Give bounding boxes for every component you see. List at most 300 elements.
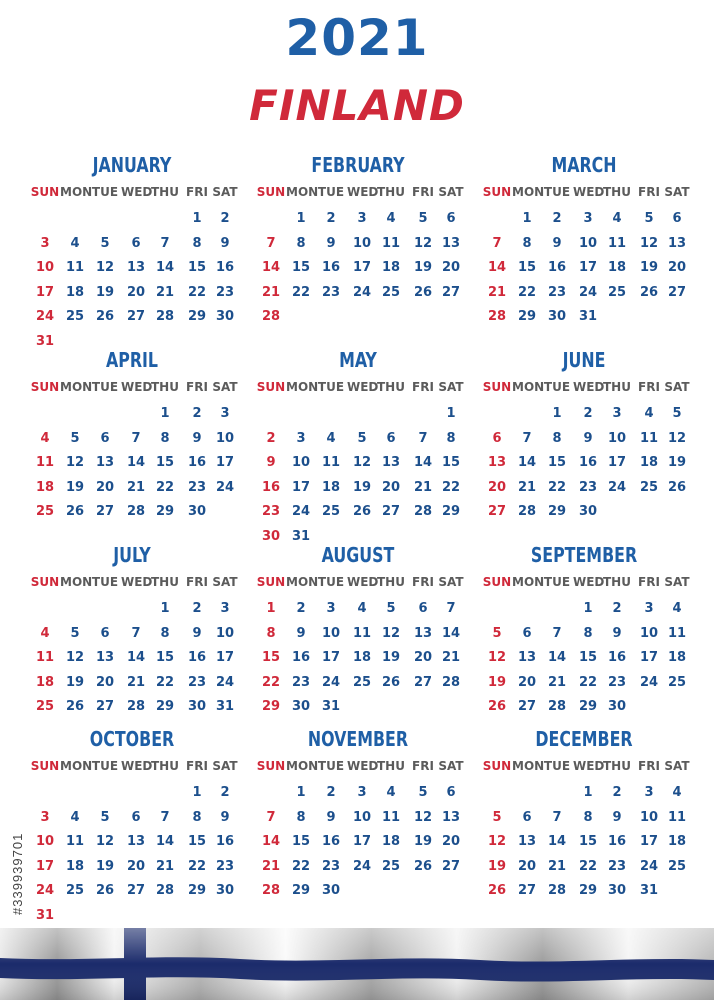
day-cell-sunday: 12 <box>487 650 507 665</box>
day-cell: 7 <box>160 809 170 825</box>
weekday-header-row <box>478 572 690 592</box>
month-april <box>26 345 238 535</box>
day-cell-sunday: 31 <box>35 907 55 923</box>
month-january <box>26 150 238 349</box>
weekday-label: TUE <box>543 759 571 773</box>
day-cell: 14 <box>155 834 175 849</box>
day-cell: 12 <box>65 650 85 665</box>
day-cell-sunday: 17 <box>35 858 55 874</box>
day-cell: 30 <box>578 504 598 519</box>
day-cell: 23 <box>215 858 235 874</box>
day-cell: 26 <box>413 284 433 300</box>
day-cell-sunday: 7 <box>266 809 276 825</box>
day-cell: 10 <box>215 430 235 446</box>
day-cell: 14 <box>441 625 461 641</box>
day-cell: 13 <box>441 809 461 825</box>
day-cell: 8 <box>446 430 456 446</box>
weekday-label: THU <box>603 185 631 199</box>
weekday-label: THU <box>603 380 631 394</box>
day-cell: 30 <box>607 883 627 898</box>
day-cell: 24 <box>639 858 659 874</box>
weekday-label: THU <box>603 575 631 589</box>
day-cell-sunday: 21 <box>261 858 281 874</box>
day-cell: 6 <box>100 625 110 641</box>
weekday-label: SAT <box>212 759 238 773</box>
day-cell: 12 <box>639 235 659 251</box>
day-cell-sunday: 28 <box>261 309 281 324</box>
day-cell: 23 <box>578 479 598 495</box>
day-cell: 16 <box>187 650 207 665</box>
day-cell: 10 <box>639 809 659 825</box>
weekday-header-row <box>26 377 238 397</box>
day-cell: 27 <box>517 699 537 714</box>
day-grid <box>252 782 464 922</box>
weekday-label: SUN <box>482 380 512 394</box>
weekday-header-row <box>26 756 238 776</box>
day-cell: 29 <box>578 883 598 898</box>
day-cell: 6 <box>522 625 532 641</box>
weekday-label: FRI <box>638 185 660 199</box>
weekday-label: TUE <box>91 185 119 199</box>
day-cell: 2 <box>220 211 230 226</box>
day-cell: 3 <box>326 601 336 616</box>
day-cell: 9 <box>220 235 230 251</box>
day-cell: 14 <box>547 650 567 665</box>
day-cell: 2 <box>612 785 622 800</box>
day-cell-sunday: 25 <box>35 504 55 519</box>
day-cell-sunday: 4 <box>40 430 50 446</box>
day-cell: 17 <box>607 455 627 470</box>
day-cell: 13 <box>95 650 115 665</box>
day-cell-sunday: 7 <box>492 235 502 251</box>
day-cell: 25 <box>381 858 401 874</box>
day-cell: 10 <box>578 235 598 251</box>
day-cell-sunday: 21 <box>487 284 507 300</box>
day-cell: 31 <box>215 699 235 714</box>
day-cell: 16 <box>187 455 207 470</box>
day-cell: 11 <box>381 235 401 251</box>
day-cell: 27 <box>667 284 687 300</box>
day-cell: 18 <box>381 260 401 275</box>
day-grid <box>252 598 464 738</box>
day-cell: 30 <box>547 309 567 324</box>
day-cell: 26 <box>639 284 659 300</box>
day-cell: 1 <box>192 211 202 226</box>
day-cell: 21 <box>441 650 461 665</box>
day-cell-sunday: 21 <box>261 284 281 300</box>
day-cell: 24 <box>607 479 627 495</box>
day-cell-sunday: 3 <box>40 809 50 825</box>
day-cell: 6 <box>131 235 141 251</box>
month-june <box>478 345 690 535</box>
day-cell: 13 <box>441 235 461 251</box>
weekday-label: TUE <box>91 759 119 773</box>
weekday-label: SAT <box>212 575 238 589</box>
day-cell: 19 <box>352 479 372 495</box>
day-cell: 18 <box>639 455 659 470</box>
month-name: JUNE <box>562 348 606 372</box>
weekday-label: MON <box>512 185 545 199</box>
day-cell: 4 <box>672 785 682 800</box>
month-september <box>478 540 690 730</box>
day-cell: 29 <box>187 883 207 898</box>
day-cell: 11 <box>381 809 401 825</box>
day-cell: 29 <box>578 699 598 714</box>
weekday-label: SUN <box>30 575 60 589</box>
day-cell: 12 <box>65 455 85 470</box>
day-cell: 8 <box>192 809 202 825</box>
day-cell: 2 <box>192 601 202 616</box>
weekday-label: THU <box>603 759 631 773</box>
day-cell: 19 <box>413 260 433 275</box>
day-cell: 7 <box>552 809 562 825</box>
day-cell: 19 <box>667 455 687 470</box>
weekday-label: FRI <box>186 575 208 589</box>
month-name: MAY <box>339 348 377 372</box>
day-cell-sunday: 11 <box>35 455 55 470</box>
day-cell: 4 <box>70 809 80 825</box>
day-cell-sunday: 23 <box>261 504 281 519</box>
weekday-label: FRI <box>638 575 660 589</box>
stock-id-text: #339939701 <box>10 832 25 915</box>
day-cell: 4 <box>612 211 622 226</box>
weekday-label: SUN <box>30 380 60 394</box>
day-cell: 28 <box>413 504 433 519</box>
day-cell: 5 <box>70 625 80 641</box>
day-cell-sunday: 5 <box>492 809 502 825</box>
day-cell-sunday: 8 <box>266 625 276 641</box>
day-cell: 4 <box>70 235 80 251</box>
day-cell: 1 <box>446 406 456 421</box>
weekday-label: FRI <box>638 380 660 394</box>
weekday-label: FRI <box>412 380 434 394</box>
day-cell: 24 <box>578 284 598 300</box>
day-cell-sunday: 19 <box>487 674 507 690</box>
day-cell: 9 <box>296 625 306 641</box>
weekday-label: SUN <box>482 759 512 773</box>
day-cell: 1 <box>192 785 202 800</box>
day-cell: 23 <box>215 284 235 300</box>
day-cell: 26 <box>65 504 85 519</box>
weekday-label: TUE <box>317 575 345 589</box>
day-cell: 22 <box>155 674 175 690</box>
weekday-label: WED <box>573 380 605 394</box>
day-cell: 22 <box>517 284 537 300</box>
day-cell: 13 <box>517 650 537 665</box>
weekday-label: TUE <box>91 380 119 394</box>
day-cell: 5 <box>100 809 110 825</box>
day-cell-sunday: 31 <box>35 333 55 349</box>
day-cell: 7 <box>418 430 428 446</box>
day-cell: 28 <box>517 504 537 519</box>
day-cell: 24 <box>321 674 341 690</box>
day-cell: 11 <box>65 834 85 849</box>
day-cell: 3 <box>583 211 593 226</box>
day-cell: 3 <box>220 601 230 616</box>
day-cell-sunday: 14 <box>261 260 281 275</box>
day-cell: 9 <box>326 235 336 251</box>
day-cell: 23 <box>187 479 207 495</box>
day-cell: 22 <box>547 479 567 495</box>
weekday-label: MON <box>286 380 319 394</box>
day-cell-sunday: 26 <box>487 699 507 714</box>
month-october <box>26 724 238 923</box>
day-cell: 15 <box>155 455 175 470</box>
day-cell: 29 <box>547 504 567 519</box>
day-cell: 27 <box>413 674 433 690</box>
day-cell: 5 <box>386 601 396 616</box>
day-cell: 11 <box>639 430 659 446</box>
day-cell: 14 <box>547 834 567 849</box>
day-cell: 20 <box>441 260 461 275</box>
day-cell: 11 <box>667 625 687 641</box>
day-cell: 27 <box>441 858 461 874</box>
day-cell: 23 <box>321 858 341 874</box>
day-cell: 22 <box>441 479 461 495</box>
day-cell: 26 <box>95 309 115 324</box>
month-name: JANUARY <box>92 153 172 177</box>
day-cell: 22 <box>155 479 175 495</box>
day-cell: 28 <box>547 699 567 714</box>
weekday-header-row <box>478 182 690 202</box>
day-cell: 26 <box>413 858 433 874</box>
day-cell: 22 <box>291 858 311 874</box>
month-february <box>252 150 464 340</box>
day-cell: 17 <box>321 650 341 665</box>
day-cell: 2 <box>552 211 562 226</box>
day-cell: 20 <box>413 650 433 665</box>
day-cell: 20 <box>667 260 687 275</box>
day-grid <box>26 782 238 922</box>
day-cell: 30 <box>607 699 627 714</box>
day-cell: 14 <box>413 455 433 470</box>
day-cell: 9 <box>583 430 593 446</box>
day-cell: 8 <box>583 809 593 825</box>
day-cell: 30 <box>187 699 207 714</box>
weekday-label: THU <box>151 575 179 589</box>
day-cell: 19 <box>639 260 659 275</box>
day-cell: 17 <box>291 479 311 495</box>
day-cell: 16 <box>607 650 627 665</box>
day-cell: 22 <box>187 858 207 874</box>
weekday-label: WED <box>573 759 605 773</box>
day-cell: 26 <box>95 883 115 898</box>
day-cell-sunday: 4 <box>40 625 50 641</box>
day-cell: 17 <box>352 260 372 275</box>
day-grid <box>26 403 238 543</box>
day-grid <box>478 208 690 348</box>
day-cell: 30 <box>321 883 341 898</box>
day-cell: 4 <box>672 601 682 616</box>
day-cell: 22 <box>578 858 598 874</box>
day-cell: 30 <box>187 504 207 519</box>
day-cell: 23 <box>291 674 311 690</box>
day-cell: 29 <box>155 699 175 714</box>
day-cell: 18 <box>607 260 627 275</box>
day-cell: 28 <box>155 309 175 324</box>
weekday-label: THU <box>377 185 405 199</box>
day-cell: 17 <box>639 650 659 665</box>
day-cell: 6 <box>446 785 456 800</box>
day-cell: 13 <box>126 260 146 275</box>
day-cell: 21 <box>547 858 567 874</box>
day-cell: 23 <box>607 674 627 690</box>
day-cell-sunday: 29 <box>261 699 281 714</box>
day-cell: 15 <box>291 260 311 275</box>
day-cell-sunday: 14 <box>261 834 281 849</box>
day-cell: 8 <box>296 235 306 251</box>
day-cell: 4 <box>326 430 336 446</box>
day-cell-sunday: 6 <box>492 430 502 446</box>
day-cell: 31 <box>321 699 341 714</box>
day-cell: 27 <box>126 883 146 898</box>
day-grid <box>252 403 464 543</box>
day-cell: 3 <box>357 211 367 226</box>
day-cell: 11 <box>352 625 372 641</box>
day-cell: 17 <box>578 260 598 275</box>
day-cell: 11 <box>321 455 341 470</box>
day-cell: 24 <box>215 674 235 690</box>
weekday-label: THU <box>151 380 179 394</box>
day-cell: 27 <box>95 504 115 519</box>
day-cell: 14 <box>517 455 537 470</box>
weekday-label: FRI <box>186 759 208 773</box>
day-cell: 19 <box>65 674 85 690</box>
day-cell: 2 <box>326 211 336 226</box>
day-cell-sunday: 10 <box>35 260 55 275</box>
day-cell: 5 <box>418 211 428 226</box>
weekday-label: SUN <box>482 185 512 199</box>
day-cell: 21 <box>547 674 567 690</box>
day-cell: 18 <box>321 479 341 495</box>
weekday-label: SUN <box>482 575 512 589</box>
weekday-label: THU <box>377 380 405 394</box>
day-cell-sunday: 15 <box>261 650 281 665</box>
day-cell: 15 <box>441 455 461 470</box>
month-name: APRIL <box>105 348 159 372</box>
day-cell: 21 <box>126 674 146 690</box>
day-cell: 17 <box>215 650 235 665</box>
weekday-label: FRI <box>412 185 434 199</box>
day-cell: 10 <box>639 625 659 641</box>
day-cell: 25 <box>639 479 659 495</box>
day-cell: 20 <box>126 858 146 874</box>
day-cell: 18 <box>667 834 687 849</box>
weekday-label: THU <box>377 575 405 589</box>
day-cell: 29 <box>291 883 311 898</box>
day-cell: 20 <box>95 479 115 495</box>
day-cell: 15 <box>155 650 175 665</box>
day-cell: 4 <box>644 406 654 421</box>
weekday-label: MON <box>60 185 93 199</box>
day-cell: 3 <box>612 406 622 421</box>
day-cell: 24 <box>215 479 235 495</box>
weekday-label: SAT <box>664 185 690 199</box>
day-cell: 1 <box>296 785 306 800</box>
day-cell: 8 <box>192 235 202 251</box>
day-cell: 13 <box>517 834 537 849</box>
month-name: AUGUST <box>321 543 395 567</box>
day-cell: 10 <box>215 625 235 641</box>
month-name: FEBRUARY <box>311 153 405 177</box>
country-title: FINLAND <box>249 81 465 130</box>
day-cell: 27 <box>126 309 146 324</box>
day-cell: 19 <box>413 834 433 849</box>
day-cell: 15 <box>291 834 311 849</box>
month-july <box>26 540 238 730</box>
day-cell: 9 <box>552 235 562 251</box>
day-cell: 7 <box>446 601 456 616</box>
day-cell: 15 <box>547 455 567 470</box>
day-cell: 2 <box>326 785 336 800</box>
weekday-label: MON <box>60 380 93 394</box>
day-cell: 16 <box>291 650 311 665</box>
day-cell: 5 <box>357 430 367 446</box>
day-cell: 14 <box>126 650 146 665</box>
day-cell: 6 <box>418 601 428 616</box>
day-cell: 20 <box>517 858 537 874</box>
day-cell-sunday: 24 <box>35 883 55 898</box>
day-cell: 1 <box>522 211 532 226</box>
day-cell-sunday: 2 <box>266 430 276 446</box>
day-cell: 2 <box>220 785 230 800</box>
weekday-label: SAT <box>212 185 238 199</box>
day-cell: 12 <box>381 625 401 641</box>
weekday-label: WED <box>347 759 379 773</box>
weekday-label: SAT <box>664 759 690 773</box>
weekday-label: SAT <box>664 575 690 589</box>
day-cell: 28 <box>126 699 146 714</box>
day-cell: 25 <box>65 883 85 898</box>
weekday-label: THU <box>151 185 179 199</box>
day-cell: 15 <box>578 834 598 849</box>
weekday-label: MON <box>286 185 319 199</box>
weekday-label: SUN <box>256 380 286 394</box>
day-cell: 25 <box>65 309 85 324</box>
day-cell: 18 <box>65 284 85 300</box>
day-cell: 16 <box>215 260 235 275</box>
weekday-label: SAT <box>212 380 238 394</box>
day-cell: 7 <box>552 625 562 641</box>
day-cell-sunday: 3 <box>40 235 50 251</box>
day-cell: 25 <box>352 674 372 690</box>
weekday-label: TUE <box>317 380 345 394</box>
day-cell: 20 <box>381 479 401 495</box>
day-cell: 9 <box>220 809 230 825</box>
day-cell: 10 <box>291 455 311 470</box>
day-cell-sunday: 18 <box>35 674 55 690</box>
month-may <box>252 345 464 544</box>
day-cell: 25 <box>381 284 401 300</box>
weekday-label: WED <box>573 575 605 589</box>
day-cell: 19 <box>381 650 401 665</box>
day-cell: 11 <box>607 235 627 251</box>
day-cell: 21 <box>155 858 175 874</box>
day-cell: 23 <box>187 674 207 690</box>
day-cell: 4 <box>386 785 396 800</box>
day-cell: 14 <box>126 455 146 470</box>
day-cell: 16 <box>321 260 341 275</box>
day-cell: 23 <box>607 858 627 874</box>
weekday-label: TUE <box>317 185 345 199</box>
day-cell: 1 <box>583 601 593 616</box>
day-cell: 25 <box>667 674 687 690</box>
weekday-header-row <box>252 182 464 202</box>
weekday-label: SAT <box>438 185 464 199</box>
day-cell: 17 <box>639 834 659 849</box>
weekday-label: MON <box>60 575 93 589</box>
day-cell-sunday: 12 <box>487 834 507 849</box>
